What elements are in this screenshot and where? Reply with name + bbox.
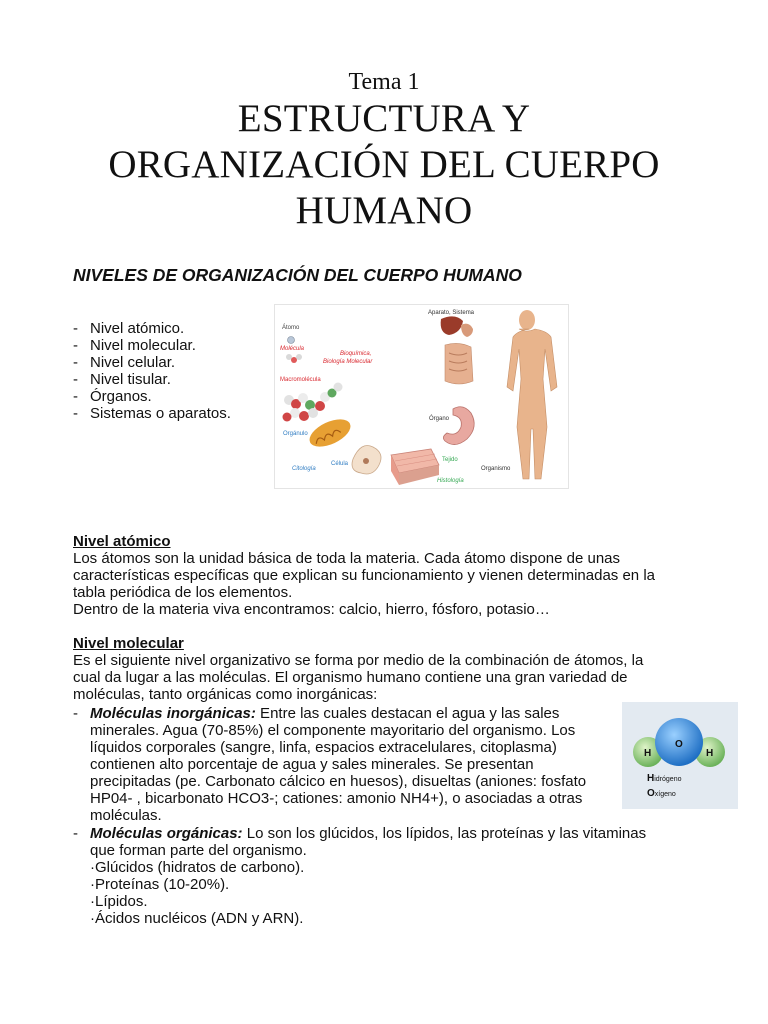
figure-label: Macromolécula (280, 377, 321, 383)
figure-label: Biología Molecular (323, 359, 373, 365)
paragraph-line: Los átomos son la unidad básica de toda la materia. Cada átomo dispone de unas (73, 550, 621, 567)
list-item-text: Nivel molecular. (90, 337, 196, 354)
figure-label: Citología (292, 466, 316, 472)
section-subheading: Nivel molecular (73, 635, 184, 652)
legend-entry: Hidrógeno (647, 773, 682, 784)
list-dash: - (73, 354, 78, 371)
list-item-text: Nivel celular. (90, 354, 176, 371)
legend-entry: Oxígeno (647, 788, 676, 799)
nivel-molecular-section (73, 635, 693, 703)
figure-label: Bioquímica, (340, 351, 372, 357)
figure-label: Molécula (280, 346, 305, 352)
figure-label: Órgano (429, 416, 450, 422)
water-molecule-illustration (622, 702, 738, 809)
paragraph-line: contienen alto porcentaje de agua y sales minerales. Se presentan (90, 756, 534, 773)
list-dash: - (73, 320, 78, 337)
document-title (0, 96, 768, 234)
list-item (73, 354, 231, 371)
paragraph-line: características específicas que explican su funcionamiento y vienen determinadas en la (73, 567, 655, 584)
sub-list-item: ·Proteínas (10-20%). (90, 876, 230, 893)
figure-label: Orgánulo (283, 431, 308, 437)
figure-label: Tejido (442, 457, 458, 463)
tissue-icon (391, 449, 439, 485)
human-body-icon (507, 310, 557, 479)
list-dash: - (73, 405, 78, 422)
sub-list-item: ·Ácidos nucléicos (ADN y ARN). (90, 910, 304, 927)
paragraph-line: cual da lugar a las moléculas. El organismo humano contiene una gran variedad de (73, 669, 628, 686)
list-item (73, 825, 693, 927)
figure-label: Célula (331, 461, 349, 467)
paragraph-line: Dentro de la materia viva encontramos: calcio, hierro, fósforo, potasio… (73, 601, 550, 618)
figure-label: Átomo (282, 325, 300, 331)
cell-icon (352, 446, 381, 475)
list-item-text: Sistemas o aparatos. (90, 405, 231, 422)
atom-symbol: H (706, 748, 714, 759)
topic-number: Tema 1 (348, 69, 420, 95)
list-dash: - (73, 825, 78, 842)
list-item-text: Nivel tisular. (90, 371, 171, 388)
list-item (73, 705, 613, 824)
paragraph-line: HP04- , bicarbonato HCO3-; cationes: amonio NH4+), o asociadas a otras (90, 790, 583, 807)
bullet-label: Moléculas orgánicas: (90, 825, 243, 842)
paragraph-line: moléculas. (90, 807, 162, 824)
title-line: HUMANO (295, 189, 473, 232)
organization-levels-list (73, 320, 231, 422)
paragraph-line: precipitadas (pe. Carbonato cálcico en huesos), disueltas (aniones: fosfato (90, 773, 587, 790)
list-item (73, 405, 231, 422)
macromolecule-icon (283, 383, 343, 422)
figure-label: Organismo (481, 466, 511, 472)
figure-label: Histología (437, 478, 464, 484)
organization-levels-figure (274, 304, 569, 489)
water-molecule-figure (622, 702, 738, 809)
sub-list-item: ·Glúcidos (hidratos de carbono). (90, 859, 305, 876)
stomach-icon (443, 407, 474, 445)
sub-list-item: ·Lípidos. (90, 893, 148, 910)
section-heading: NIVELES DE ORGANIZACIÓN DEL CUERPO HUMANO (73, 265, 522, 285)
title-line: ESTRUCTURA Y (237, 97, 531, 140)
list-item (73, 388, 231, 405)
atom-symbol: H (644, 748, 652, 759)
organic-molecules-item (73, 825, 693, 927)
title-line: ORGANIZACIÓN DEL CUERPO (108, 143, 660, 186)
list-dash: - (73, 337, 78, 354)
paragraph-line: moléculas, tanto orgánicas como inorgánicas: (73, 686, 378, 703)
atom-symbol: O (675, 739, 683, 750)
list-dash: - (73, 388, 78, 405)
paragraph-line: Es el siguiente nivel organizativo se forma por medio de la combinación de átomos, la (73, 652, 644, 669)
paragraph-line: minerales. Agua (70-85%) el componente mayoritario del organismo. Los (90, 722, 576, 739)
list-item-text: Órganos. (90, 388, 152, 405)
atom-icon (288, 337, 295, 344)
figure-label: Aparato, Sistema (428, 310, 475, 316)
bullet-text: Entre las cuales destacan el agua y las sales (255, 705, 560, 722)
organization-levels-illustration (275, 305, 568, 488)
list-item (73, 371, 231, 388)
paragraph-line: líquidos corporales (sangre, linfa, espacios extracelulares, citoplasma) (90, 739, 557, 756)
inorganic-molecules-item (73, 705, 613, 824)
paragraph-line: tabla periódica de los elementos. (73, 584, 293, 601)
list-item (73, 320, 231, 337)
bullet-text: Lo son los glúcidos, los lípidos, las proteínas y las vitaminas (242, 825, 647, 842)
section-subheading: Nivel atómico (73, 533, 171, 550)
list-dash: - (73, 371, 78, 388)
nivel-atomico-section (73, 533, 693, 618)
organ-system-icon (441, 316, 473, 384)
bullet-label: Moléculas inorgánicas: (90, 705, 256, 722)
paragraph-line: que forman parte del organismo. (90, 842, 307, 859)
list-dash: - (73, 705, 78, 722)
molecule-icon (286, 354, 302, 363)
list-item-text: Nivel atómico. (90, 320, 185, 337)
list-item (73, 337, 231, 354)
organelle-icon (305, 414, 354, 453)
